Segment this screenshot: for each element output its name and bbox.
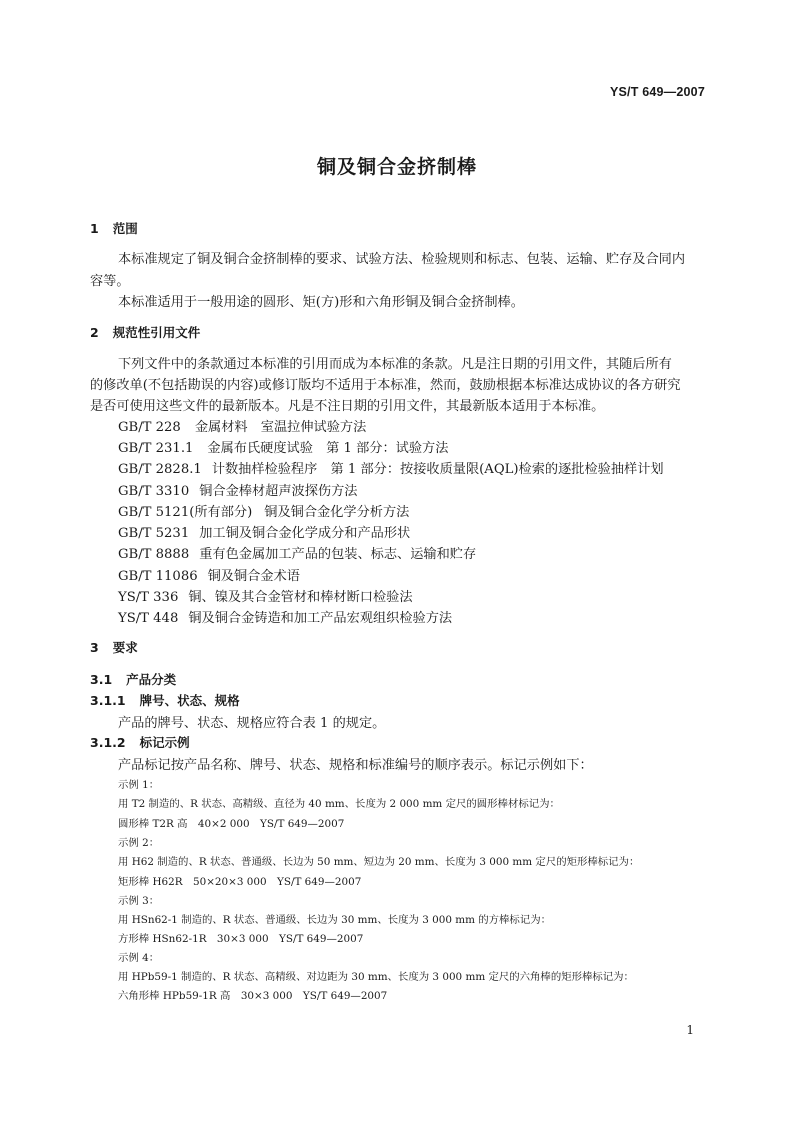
- reference-code: GB/T 11086: [118, 569, 198, 584]
- paragraph-line: 是否可使用这些文件的最新版本。凡是不注日期的引用文件，其最新版本适用于本标准。: [90, 399, 605, 414]
- example-description: 用 HSn62-1 制造的、R 状态、普通级、长边为 30 mm、长度为 3 000 mm 的方棒标记为：: [118, 914, 551, 926]
- section-number: 1: [90, 221, 99, 236]
- page-number: 1: [686, 1023, 694, 1037]
- document-title: 铜及铜合金挤制棒: [316, 156, 477, 178]
- reference-item: [118, 586, 413, 605]
- reference-item: [118, 522, 410, 541]
- reference-title: 铜合金棒材超声波探伤方法: [199, 484, 358, 499]
- reference-code: GB/T 2828.1: [118, 462, 202, 477]
- standard-code-header: YS/T 649—2007: [609, 85, 705, 99]
- section-title: 产品分类: [126, 672, 177, 687]
- reference-item: [118, 543, 476, 562]
- section-title: 标记示例: [139, 735, 190, 750]
- example-label: 示例 4：: [118, 952, 160, 964]
- section-3-heading: [90, 638, 138, 656]
- section-title: 范围: [112, 221, 138, 236]
- reference-item: [118, 437, 448, 456]
- paragraph-line: 本标准适用于一般用途的圆形、矩(方)形和六角形铜及铜合金挤制棒。: [118, 295, 524, 310]
- section-number: 2: [90, 325, 99, 340]
- reference-title: 金属布氏硬度试验 第 1 部分：试验方法: [207, 441, 449, 456]
- reference-title: 铜及铜合金术语: [207, 569, 300, 584]
- example-label: 示例 2：: [118, 837, 160, 849]
- reference-code: GB/T 5231: [118, 526, 190, 541]
- section-3-1-heading: [90, 670, 176, 688]
- example-mark: 六角形棒 HPb59-1R 高 30×3 000 YS/T 649—2007: [118, 990, 388, 1002]
- reference-code: GB/T 5121(所有部分): [118, 505, 253, 520]
- reference-code: GB/T 3310: [118, 484, 190, 499]
- section-number: 3.1.1: [90, 693, 126, 708]
- section-number: 3: [90, 640, 99, 655]
- section-3-1-2-heading: [90, 733, 190, 751]
- reference-title: 计数抽样检验程序 第 1 部分：按接收质量限(AQL)检索的逐批检验抽样计划: [211, 462, 664, 477]
- paragraph-line: 本标准规定了铜及铜合金挤制棒的要求、试验方法、检验规则和标志、包装、运输、贮存及合同内: [118, 252, 686, 267]
- reference-item: [118, 607, 452, 626]
- example-mark: 矩形棒 H62R 50×20×3 000 YS/T 649—2007: [118, 876, 362, 888]
- reference-code: GB/T 231.1: [118, 441, 194, 456]
- example-mark: 方形棒 HSn62-1R 30×3 000 YS/T 649—2007: [118, 933, 364, 945]
- example-description: 用 H62 制造的、R 状态、普通级、长边为 50 mm、短边为 20 mm、长度为 3 000 mm 定尺的矩形棒标记为：: [118, 856, 640, 868]
- example-label: 示例 3：: [118, 895, 160, 907]
- reference-item: [118, 501, 409, 520]
- reference-item: [118, 458, 664, 477]
- section-title: 规范性引用文件: [112, 325, 201, 340]
- paragraph-line: 下列文件中的条款通过本标准的引用而成为本标准的条款。凡是注日期的引用文件，其随后所有: [118, 357, 672, 372]
- reference-item: [118, 565, 300, 584]
- paragraph-line: 产品标记按产品名称、牌号、状态、规格和标准编号的顺序表示。标记示例如下：: [118, 758, 593, 773]
- section-number: 3.1.2: [90, 735, 126, 750]
- reference-code: GB/T 8888: [118, 547, 190, 562]
- reference-title: 铜、镍及其合金管材和棒材断口检验法: [188, 590, 413, 605]
- reference-title: 重有色金属加工产品的包装、标志、运输和贮存: [199, 547, 477, 562]
- reference-item: [118, 416, 366, 435]
- section-2-heading: [90, 323, 200, 341]
- reference-item: [118, 480, 357, 499]
- reference-code: YS/T 336: [118, 590, 179, 605]
- reference-code: YS/T 448: [118, 611, 179, 626]
- example-mark: 圆形棒 T2R 高 40×2 000 YS/T 649—2007: [118, 818, 345, 830]
- section-1-heading: [90, 219, 138, 237]
- example-description: 用 T2 制造的、R 状态、高精级、直径为 40 mm、长度为 2 000 mm 定尺的圆形棒材标记为：: [118, 798, 560, 810]
- section-3-1-1-heading: [90, 691, 240, 709]
- section-title: 牌号、状态、规格: [139, 693, 240, 708]
- example-label: 示例 1：: [118, 779, 160, 791]
- reference-title: 铜及铜合金铸造和加工产品宏观组织检验方法: [188, 611, 453, 626]
- section-title: 要求: [112, 640, 138, 655]
- reference-title: 加工铜及铜合金化学成分和产品形状: [199, 526, 411, 541]
- reference-title: 金属材料 室温拉伸试验方法: [194, 420, 367, 435]
- example-description: 用 HPb59-1 制造的、R 状态、高精级、对边距为 30 mm、长度为 3 000 mm 定尺的六角棒的矩形棒标记为：: [118, 971, 634, 983]
- paragraph-line: 容等。: [90, 274, 130, 289]
- section-number: 3.1: [90, 672, 113, 687]
- paragraph-line: 产品的牌号、状态、规格应符合表 1 的规定。: [118, 716, 386, 731]
- reference-code: GB/T 228: [118, 420, 181, 435]
- paragraph-line: 的修改单(不包括勘误的内容)或修订版均不适用于本标准，然而，鼓励根据本标准达成协议的各方研究: [90, 378, 681, 393]
- reference-title: 铜及铜合金化学分析方法: [264, 505, 410, 520]
